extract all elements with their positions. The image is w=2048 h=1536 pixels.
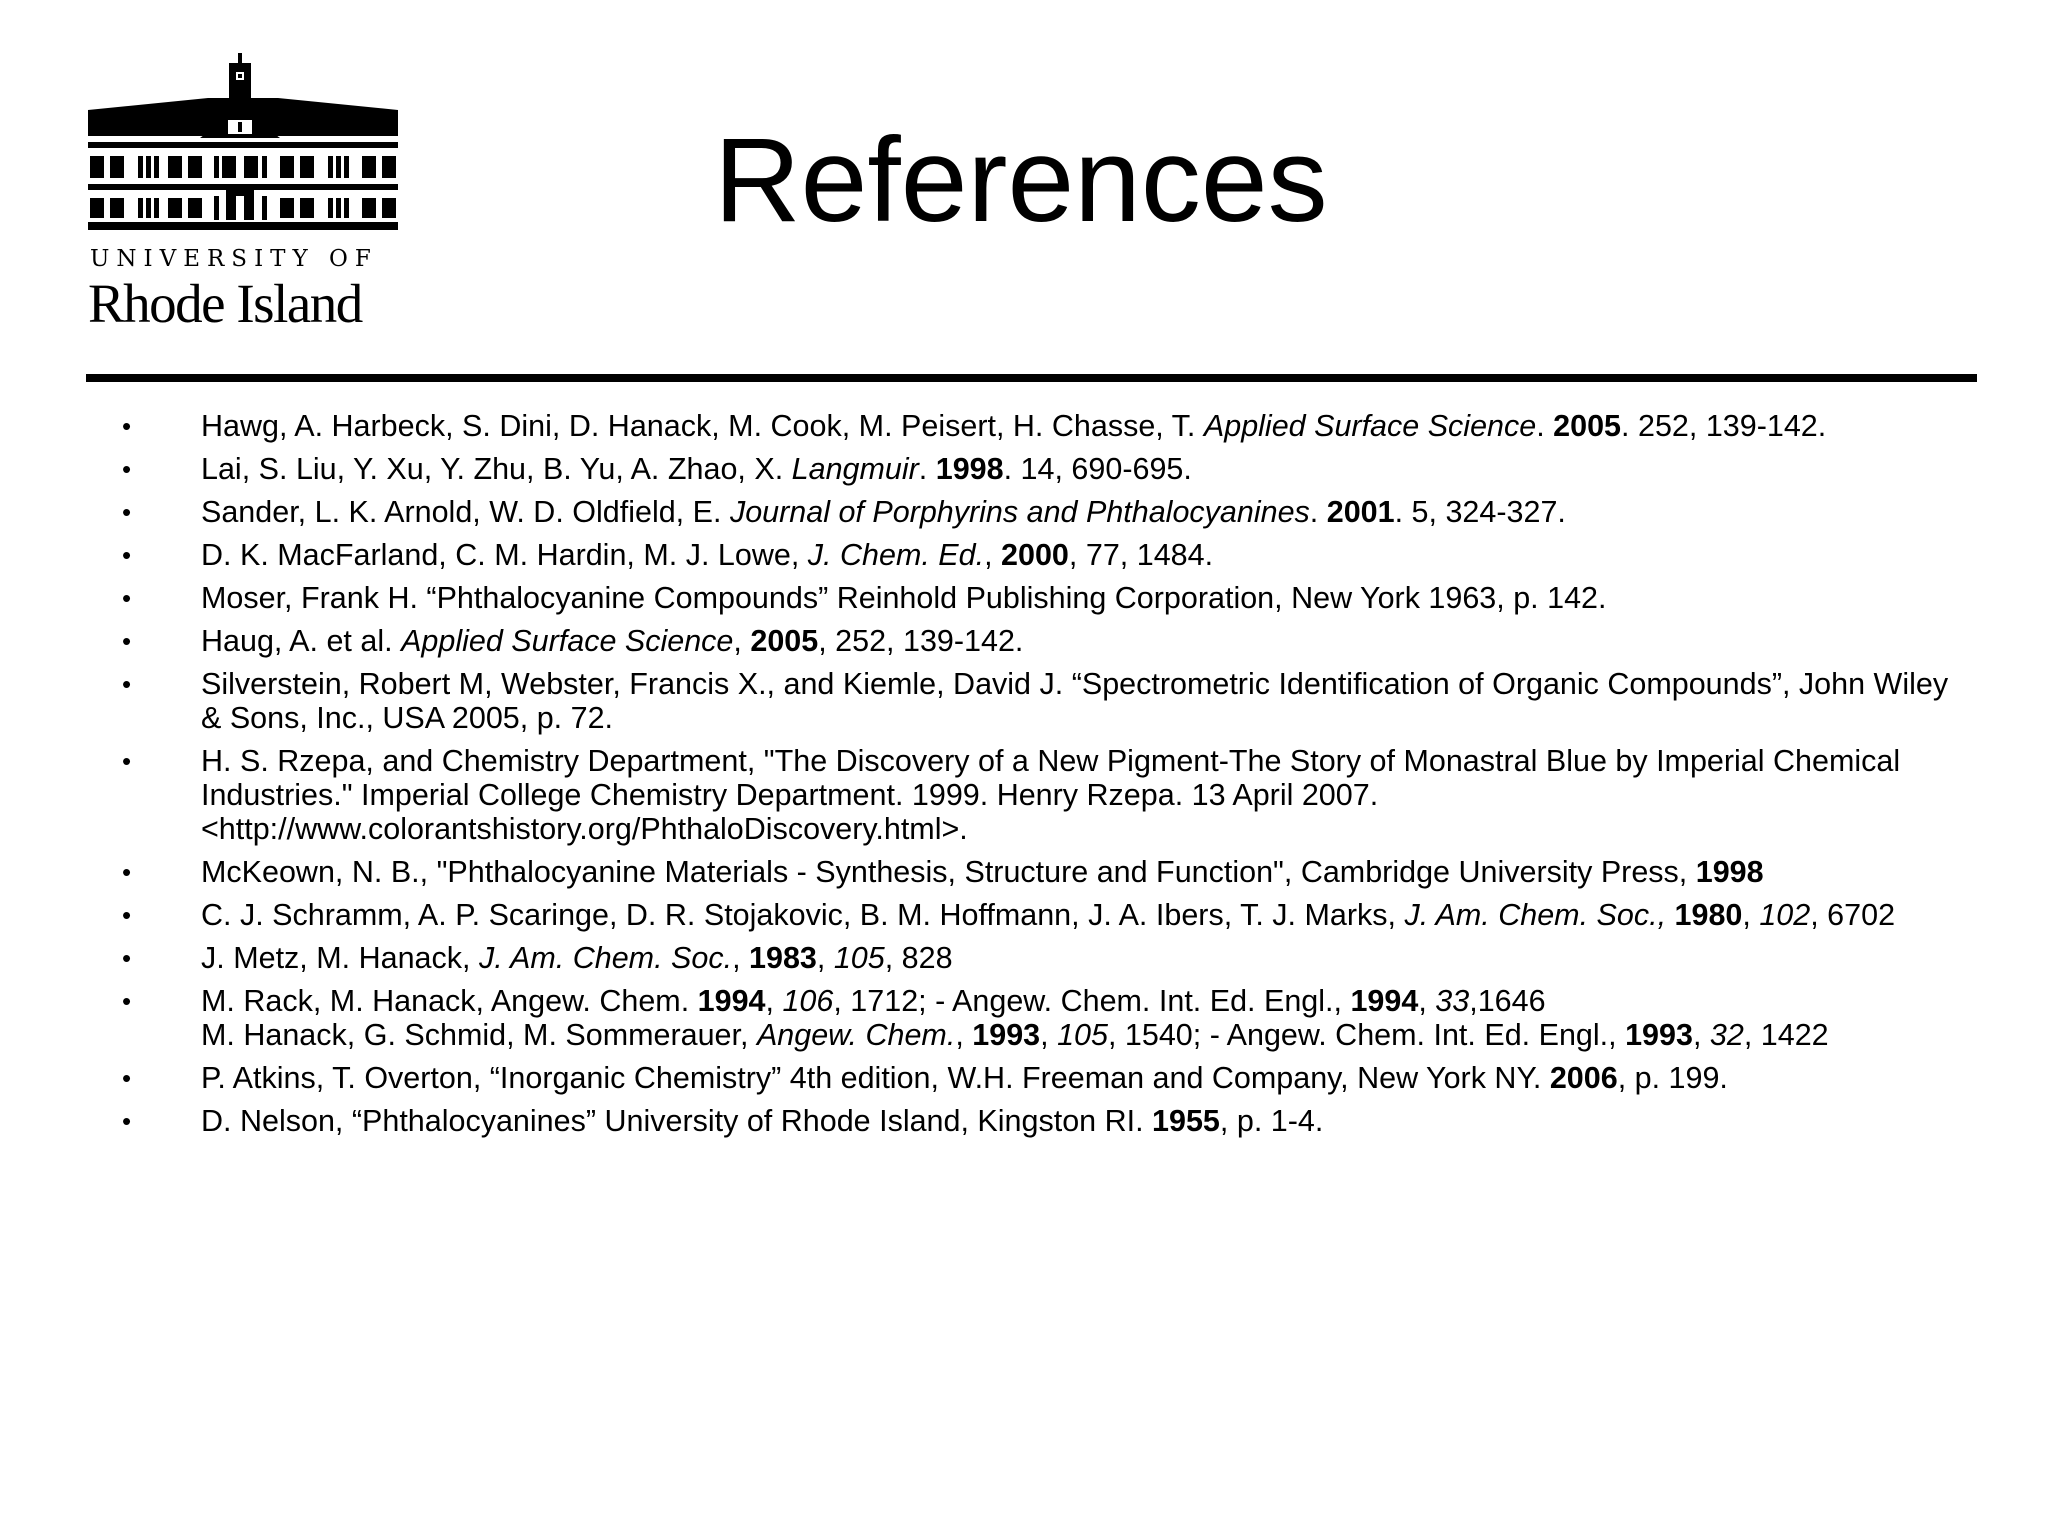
bullet-icon: • bbox=[122, 669, 132, 699]
reference-run: , 1422 bbox=[1743, 1018, 1829, 1052]
reference-year: 1993 bbox=[1625, 1018, 1693, 1052]
reference-italic: 105 bbox=[1057, 1018, 1108, 1052]
reference-run: M. Hanack, G. Schmid, M. Sommerauer, bbox=[201, 1018, 757, 1052]
reference-run: . bbox=[918, 452, 936, 486]
reference-year: 1998 bbox=[1695, 855, 1764, 889]
bullet-icon: • bbox=[122, 1106, 132, 1136]
reference-year: 1993 bbox=[972, 1018, 1041, 1052]
reference-italic: 32 bbox=[1709, 1018, 1744, 1052]
reference-run: , bbox=[984, 538, 1002, 572]
reference-italic: 105 bbox=[833, 941, 885, 975]
reference-run: H. S. Rzepa, and Chemistry Department, "The Discovery of a New Pigment-The Story of Monastral Blue by Imperial Chemical Industries." Imperial College Chemistry Department. 1999. Henry Rzepa. 13 April 2007. <http://www.colorantshistory.org/PhthaloDiscovery.html>. bbox=[201, 744, 1901, 846]
reference-run: , 1540; - Angew. Chem. Int. Ed. Engl., bbox=[1107, 1018, 1626, 1052]
reference-item bbox=[0, 941, 2048, 975]
reference-run: , bbox=[765, 984, 783, 1018]
reference-italic: Journal of Porphyrins and Phthalocyanines bbox=[729, 495, 1310, 529]
university-logo bbox=[88, 50, 398, 335]
reference-text bbox=[201, 984, 1971, 1052]
reference-italic: 102 bbox=[1759, 898, 1811, 932]
bullet-icon: • bbox=[122, 540, 132, 570]
reference-run: Moser, Frank H. “Phthalocyanine Compounds” Reinhold Publishing Corporation, New York 1963, p. 142. bbox=[201, 581, 1607, 615]
reference-run: M. Rack, M. Hanack, Angew. Chem. bbox=[201, 984, 698, 1018]
reference-run: , 828 bbox=[884, 941, 953, 975]
bullet-icon: • bbox=[122, 857, 132, 887]
reference-text bbox=[201, 452, 1971, 486]
reference-item bbox=[0, 855, 2048, 889]
reference-item bbox=[0, 984, 2048, 1052]
bullet-icon: • bbox=[122, 900, 132, 930]
reference-item bbox=[0, 452, 2048, 486]
reference-year: 1994 bbox=[1350, 984, 1419, 1018]
bullet-icon: • bbox=[122, 943, 132, 973]
reference-year: 2001 bbox=[1326, 495, 1395, 529]
reference-run: . 252, 139-142. bbox=[1621, 409, 1827, 443]
reference-item bbox=[0, 1061, 2048, 1095]
references-list bbox=[0, 409, 2048, 1147]
reference-run: , p. 1-4. bbox=[1219, 1104, 1324, 1138]
reference-text bbox=[201, 538, 1971, 572]
reference-run: . bbox=[1309, 495, 1327, 529]
bullet-icon: • bbox=[122, 1063, 132, 1093]
reference-item bbox=[0, 667, 2048, 735]
reference-year: 2006 bbox=[1549, 1061, 1618, 1095]
reference-year: 2005 bbox=[1553, 409, 1622, 443]
reference-text bbox=[201, 941, 1971, 975]
reference-year: 1983 bbox=[749, 941, 817, 975]
reference-italic: Angew. Chem. bbox=[756, 1018, 956, 1052]
reference-item bbox=[0, 898, 2048, 932]
reference-italic: Applied Surface Science bbox=[401, 624, 734, 658]
title-divider bbox=[86, 374, 1977, 382]
reference-text bbox=[201, 855, 1971, 889]
reference-year: 1998 bbox=[935, 452, 1004, 486]
reference-item bbox=[0, 495, 2048, 529]
reference-run: McKeown, N. B., "Phthalocyanine Materials - Synthesis, Structure and Function", Cambridge University Press, bbox=[201, 855, 1696, 889]
reference-run: . 14, 690-695. bbox=[1003, 452, 1192, 486]
bullet-icon: • bbox=[122, 497, 132, 527]
reference-run: , bbox=[955, 1018, 973, 1052]
reference-italic: Applied Surface Science bbox=[1203, 409, 1537, 443]
reference-run: . 5, 324-327. bbox=[1394, 495, 1566, 529]
reference-run: ,1646 bbox=[1469, 984, 1546, 1018]
reference-item bbox=[0, 409, 2048, 443]
reference-text bbox=[201, 624, 1971, 658]
reference-run: Sander, L. K. Arnold, W. D. Oldfield, E. bbox=[201, 495, 730, 529]
reference-run: , bbox=[1418, 984, 1436, 1018]
reference-run bbox=[1666, 898, 1674, 932]
reference-run: Lai, S. Liu, Y. Xu, Y. Zhu, B. Yu, A. Zhao, X. bbox=[201, 452, 792, 486]
reference-run: J. Metz, M. Hanack, bbox=[201, 941, 479, 975]
reference-text bbox=[201, 744, 1971, 846]
reference-text bbox=[201, 495, 1971, 529]
bullet-icon: • bbox=[122, 746, 132, 776]
reference-item bbox=[0, 581, 2048, 615]
reference-run: , 6702 bbox=[1810, 898, 1896, 932]
reference-italic: Langmuir bbox=[791, 452, 919, 486]
reference-year: 2000 bbox=[1001, 538, 1069, 572]
reference-run: D. Nelson, “Phthalocyanines” University of Rhode Island, Kingston RI. bbox=[201, 1104, 1153, 1138]
reference-run: , 252, 139-142. bbox=[818, 624, 1024, 658]
reference-run: , bbox=[816, 941, 834, 975]
logo-rhode-island: Rhode Island bbox=[88, 273, 362, 334]
reference-run: , bbox=[732, 941, 750, 975]
reference-text bbox=[201, 898, 1971, 932]
bullet-icon: • bbox=[122, 986, 132, 1016]
reference-run: Silverstein, Robert M, Webster, Francis X., and Kiemle, David J. “Spectrometric Identification of Organic Compounds”, John Wiley & Sons, Inc., USA 2005, p. 72. bbox=[201, 667, 1949, 735]
bullet-icon: • bbox=[122, 626, 132, 656]
university-building-icon bbox=[88, 50, 398, 250]
reference-run: , 77, 1484. bbox=[1068, 538, 1214, 572]
reference-year: 1980 bbox=[1674, 898, 1743, 932]
reference-run: Haug, A. et al. bbox=[201, 624, 402, 658]
reference-run: Hawg, A. Harbeck, S. Dini, D. Hanack, M. Cook, M. Peisert, H. Chasse, T. bbox=[201, 409, 1204, 443]
reference-run: , bbox=[1692, 1018, 1710, 1052]
reference-item bbox=[0, 744, 2048, 846]
reference-item bbox=[0, 538, 2048, 572]
reference-year: 1955 bbox=[1152, 1104, 1220, 1138]
reference-text bbox=[201, 409, 1971, 443]
bullet-icon: • bbox=[122, 454, 132, 484]
reference-text bbox=[201, 1061, 1971, 1095]
reference-italic: J. Am. Chem. Soc., bbox=[1404, 898, 1667, 932]
reference-run: D. K. MacFarland, C. M. Hardin, M. J. Lowe, bbox=[201, 538, 808, 572]
reference-run: , bbox=[733, 624, 751, 658]
bullet-icon: • bbox=[122, 583, 132, 613]
reference-text bbox=[201, 667, 1971, 735]
page-title: References bbox=[714, 113, 1328, 247]
reference-run: , bbox=[1742, 898, 1760, 932]
reference-run: , bbox=[1040, 1018, 1058, 1052]
reference-text bbox=[201, 1104, 1971, 1138]
reference-run: , p. 199. bbox=[1617, 1061, 1728, 1095]
reference-run: C. J. Schramm, A. P. Scaringe, D. R. Stojakovic, B. M. Hoffmann, J. A. Ibers, T. J. Marks, bbox=[201, 898, 1405, 932]
reference-year: 1994 bbox=[697, 984, 766, 1018]
logo-university-of: UNIVERSITY OF bbox=[90, 246, 378, 272]
reference-text bbox=[201, 581, 1971, 615]
reference-italic: J. Chem. Ed. bbox=[807, 538, 985, 572]
reference-run: P. Atkins, T. Overton, “Inorganic Chemistry” 4th edition, W.H. Freeman and Company, New York NY. bbox=[201, 1061, 1550, 1095]
bullet-icon: • bbox=[122, 411, 132, 441]
reference-run: , 1712; - Angew. Chem. Int. Ed. Engl., bbox=[833, 984, 1351, 1018]
reference-run: . bbox=[1536, 409, 1554, 443]
reference-item bbox=[0, 1104, 2048, 1138]
reference-year: 2005 bbox=[750, 624, 819, 658]
reference-italic: J. Am. Chem. Soc. bbox=[478, 941, 733, 975]
reference-italic: 33 bbox=[1435, 984, 1470, 1018]
reference-item bbox=[0, 624, 2048, 658]
reference-italic: 106 bbox=[782, 984, 834, 1018]
